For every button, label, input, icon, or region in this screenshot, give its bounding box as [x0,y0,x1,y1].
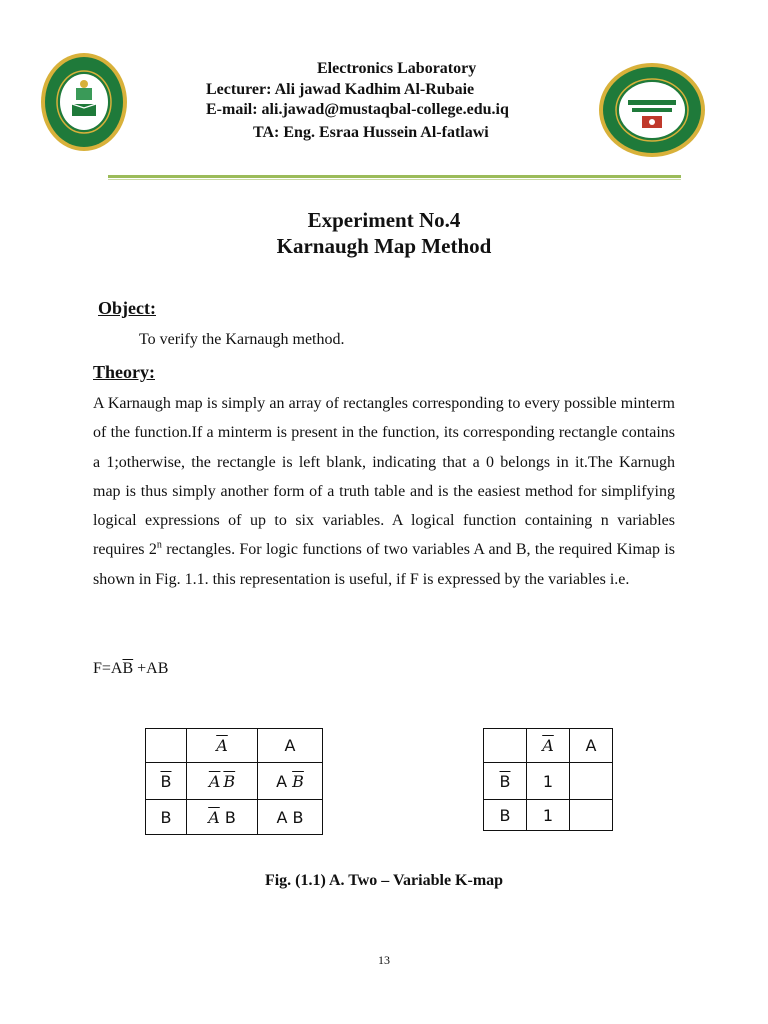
lecturer-email: E-mail: ali.jawad@mustaqbal-college.edu.iq [206,101,509,118]
page-number: 13 [378,953,390,967]
kmap-col-header-a: A [258,729,323,763]
kmap-cell-a-bbar: A $\overline{B}$ [258,763,323,800]
kmap-value-cell: 1 [527,800,570,831]
kmap-corner-cell [146,729,187,763]
kmap-value-cell [570,800,613,831]
object-text: To verify the Karnaugh method. [139,331,345,348]
kmap-cell-abar-b: $\overline{A}$ B [187,800,258,835]
kmap-col-header-a-bar: $\overline{A}$ [187,729,258,763]
kmap-value-cell: 1 [527,763,570,800]
kmap-cell-a-b: A B [258,800,323,835]
experiment-title: Karnaugh Map Method [276,234,492,258]
header-divider [108,175,681,178]
college-seal-left [40,52,128,152]
header-divider-shadow [108,179,681,180]
formula-rhs: +AB [133,660,169,677]
seal-emblem-icon [40,52,128,152]
kmap-col-header-a-bar: $\overline{A}$ [527,729,570,763]
kmap-variables-table [145,728,323,835]
kmap-value-cell [570,763,613,800]
experiment-number: Experiment No.4 [307,208,461,232]
lecturer-name: Lecturer: Ali jawad Kadhim Al-Rubaie [206,81,475,98]
lab-name: Electronics Laboratory [317,60,477,77]
kmap-values-table [483,728,613,831]
formula-b-bar: $\overline{B}$ [122,660,134,677]
kmap-row-header-b: B [484,800,527,831]
theory-heading: Theory: [93,362,155,382]
kmap-cell-abar-bbar: $\overline{A}$ $\overline{B}$ [187,763,258,800]
theory-paragraph [93,389,675,594]
seal-emblem-icon [598,62,706,158]
ta-name: TA: Eng. Esraa Hussein Al-fatlawi [253,124,489,141]
kmap-row-header-b-bar: $\overline{B}$ [484,763,527,800]
formula [93,660,168,678]
theory-superscript: n [156,540,162,552]
figure-caption: Fig. (1.1) A. Two – Variable K-map [264,872,504,889]
kmap-col-header-a: A [570,729,613,763]
formula-lhs: F=A [93,660,123,677]
kmap-corner-cell [484,729,527,763]
theory-text-part2: rectangles. For logic functions of two variables A and B, the required Kimap is shown in Fig. 1.1. this representation is useful, if F is expressed by the variables i.e. [93,541,676,588]
kmap-row-header-b-bar: $\overline{B}$ [146,763,187,800]
kmap-row-header-b: B [146,800,187,835]
object-heading: Object: [98,298,156,318]
theory-text-part1: A Karnaugh map is simply an array of rectangles corresponding to every possible minterm of the function.If a minterm is present in the function, its corresponding rectangle contains a 1;otherwise, the rectangle is left blank, indicating that a 0 belongs in it.The Karnugh map is thus simply another form of a truth table and is the easiest method for simplifying logical expressions of up to six variables. A logical function containing n variables requires 2 [93,395,675,559]
college-seal-right [598,62,706,158]
